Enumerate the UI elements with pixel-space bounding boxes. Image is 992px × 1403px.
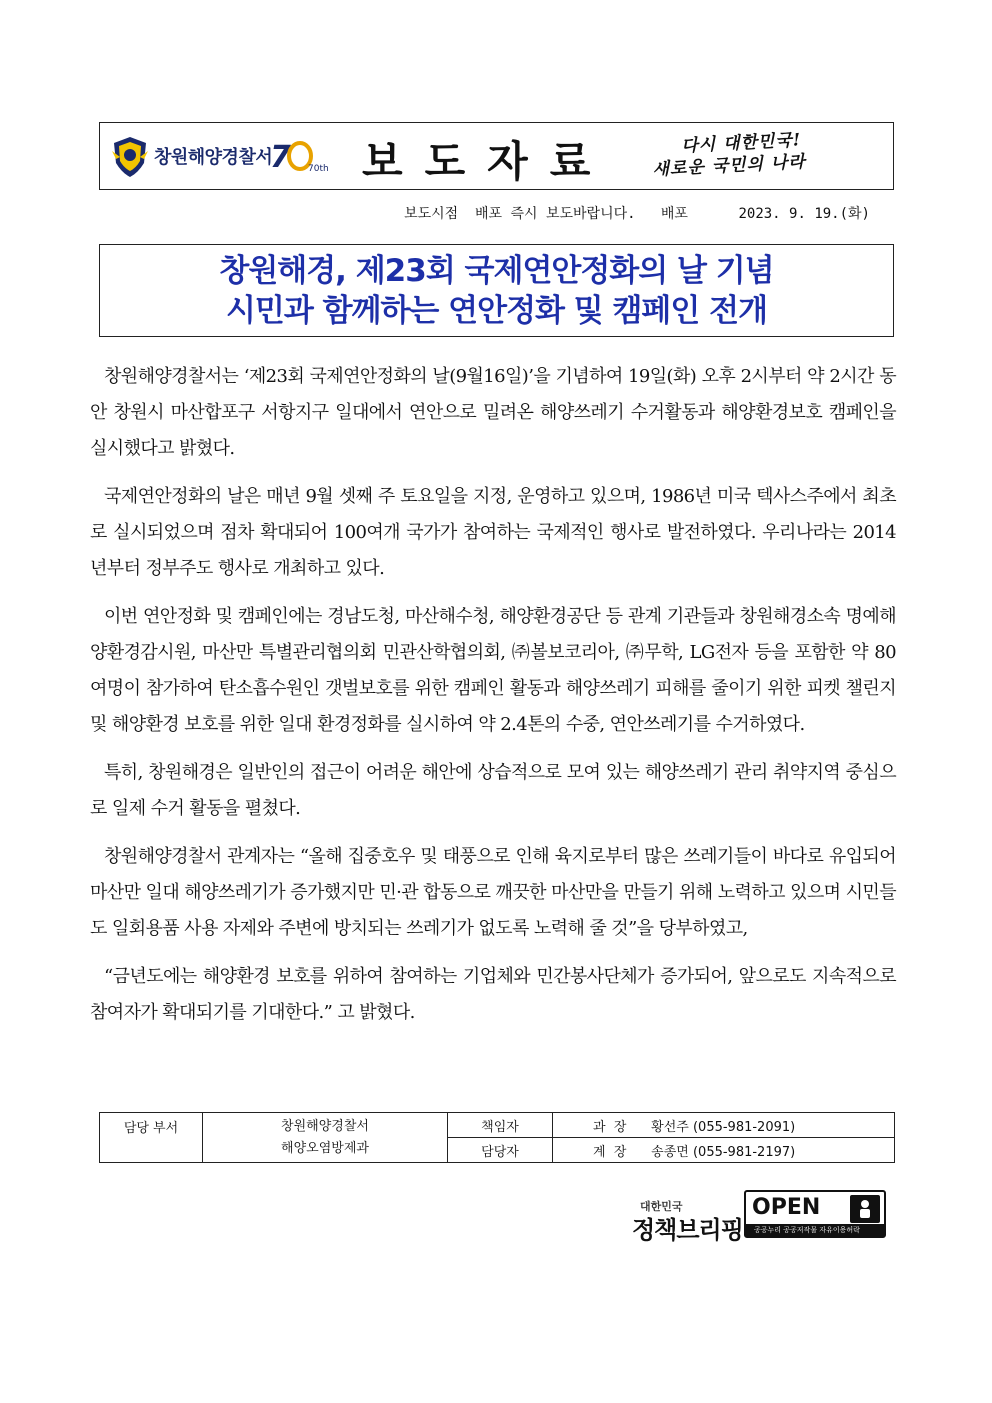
paragraph-2: 국제연안정화의 날은 매년 9월 셋째 주 토요일을 지정, 운영하고 있으며, 1986년 미국 텍사스주에서 최초로 실시되었으며 점차 확대되어 100여개 국가가 참여하는 국제적인 행사로 발전하였다. 우리나라는 2014년부터 정부주도 행사로 개최하고 있다. xyxy=(90,486,896,579)
dept-line-1: 창원해양경찰서 xyxy=(281,1118,369,1134)
contact-info-responsible: 과 장 황선주 (055-981-2091) xyxy=(553,1113,895,1138)
paragraph-1: 창원해양경찰서는 ‘제23회 국제연안정화의 날(9월16일)’을 기념하여 19일(화) 오후 2시부터 약 2시간 동안 창원시 마산합포구 서항지구 일대에서 연안으로 밀려온 해양쓰레기 수거활동과 해양환경보호 캠페인을 실시했다고 밝혔다. xyxy=(90,366,896,459)
headline-line-1: 창원해경, 제23회 국제연안정화의 날 기념 xyxy=(219,253,774,289)
contact-info-staff: 계 장 송종면 (055-981-2197) xyxy=(553,1138,895,1163)
kogl-open-badge xyxy=(744,1190,886,1238)
headline-box xyxy=(99,244,894,337)
paragraph-5: 창원해양경찰서 관계자는 “올해 집중호우 및 태풍으로 인해 육지로부터 많은 쓰레기들이 바다로 유입되어 마산만 일대 해양쓰레기가 증가했지만 민·관 합동으로 깨끗한 마산만을 만들기 위해 노력하고 있으며 시민들도 일회용품 사용 자제와 주변에 방치되는 쓰레기가 없도록 노력해 줄 것”을 당부하였고, xyxy=(90,846,896,939)
slogan-line-2: 새로운 국민의 나라 xyxy=(652,152,807,180)
paragraph-4: 특히, 창원해경은 일반인의 접근이 어려운 해안에 상습적으로 모여 있는 해양쓰레기 관리 취약지역 중심으로 일제 수거 활동을 펼쳤다. xyxy=(90,762,896,819)
attribution-person-icon xyxy=(850,1195,880,1223)
slogan-line-1: 다시 대한민국! xyxy=(680,130,802,157)
press-header xyxy=(99,122,894,190)
open-label: OPEN xyxy=(752,1195,821,1220)
korea-label: 대한민국 xyxy=(640,1200,683,1213)
svg-text:7: 7 xyxy=(270,140,291,175)
dept-label: 담당 부서 xyxy=(100,1113,203,1163)
table-row xyxy=(100,1113,895,1138)
dept-name xyxy=(203,1113,448,1163)
org-name: 창원해양경찰서 xyxy=(154,147,273,168)
paragraph-6: “금년도에는 해양환경 보호를 위하여 참여하는 기업체와 민간봉사단체가 증가되어, 앞으로도 지속적으로 참여자가 확대되기를 기대한다.” 고 밝혔다. xyxy=(90,966,896,1023)
coast-guard-emblem-icon xyxy=(110,135,150,179)
anniversary-suffix: 70th xyxy=(308,164,329,174)
headline-line-2: 시민과 함께하는 연안정화 및 캠페인 전개 xyxy=(225,293,768,329)
anniversary-70-logo xyxy=(270,135,329,175)
role-responsible: 책임자 xyxy=(448,1113,553,1138)
kogl-license-text: 공공누리 공공저작물 자유이용허락 xyxy=(746,1224,884,1236)
release-timing: 보도시점 배포 즉시 보도바랍니다. 배포 2023. 9. 19.(화) xyxy=(404,206,870,222)
article-body xyxy=(90,359,896,1043)
policy-briefing-logo: 정책브리핑 xyxy=(632,1216,743,1244)
contact-table xyxy=(99,1112,895,1163)
press-release-title: 보도자료 xyxy=(362,137,613,186)
role-staff: 담당자 xyxy=(448,1138,553,1163)
paragraph-3: 이번 연안정화 및 캠페인에는 경남도청, 마산해수청, 해양환경공단 등 관계 기관들과 창원해경소속 명예해양환경감시원, 마산만 특별관리협의회 민관산학협의회, ㈜볼보코리아, ㈜무학, LG전자 등을 포함한 약 80여명이 참가하여 탄소흡수원인 갯벌보호를 위한 캠페인 활동과 해양쓰레기 피해를 줄이기 위한 피켓 챌린지 및 해양환경 보호를 위한 일대 환경정화를 실시하여 약 2.4톤의 수중, 연안쓰레기를 수거하였다. xyxy=(90,606,896,735)
dept-line-2: 해양오염방제과 xyxy=(281,1140,369,1156)
government-slogan xyxy=(651,125,883,187)
